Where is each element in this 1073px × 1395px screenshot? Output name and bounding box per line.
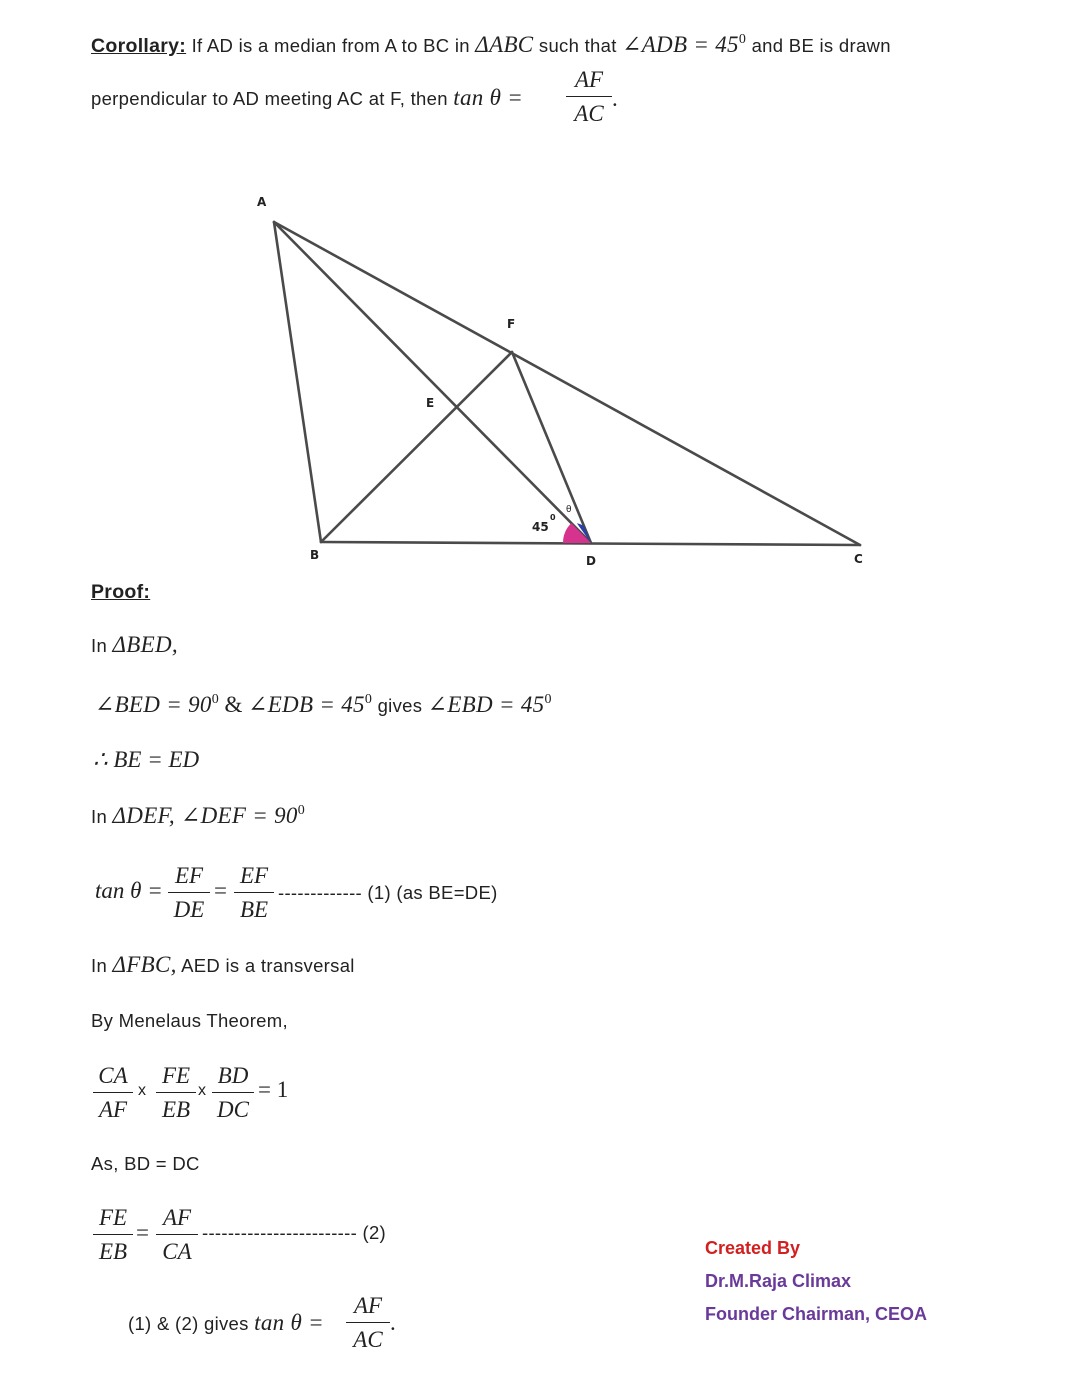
step8-f2-bar	[156, 1092, 196, 1093]
fraction-numerator: AF	[574, 67, 604, 92]
proof-step-6	[91, 952, 355, 978]
step8-f2-den: EB	[161, 1097, 191, 1122]
step11-tan: tan θ =	[254, 1310, 324, 1335]
proof-step-3: ∴ BE = ED	[93, 747, 200, 772]
corollary-text-b: such that	[538, 35, 617, 56]
proof-heading-text: Proof:	[91, 581, 151, 603]
step11-text: (1) & (2) gives	[128, 1313, 249, 1334]
step10-f2-bar	[156, 1234, 198, 1235]
step5-equals: =	[214, 878, 227, 903]
credit-title: Founder Chairman, CEOA	[705, 1304, 928, 1324]
proof-step-1	[91, 632, 178, 658]
step4-math: ΔDEF, ∠DEF = 90	[112, 803, 298, 828]
step11-num: AF	[353, 1293, 383, 1318]
proof-step-11	[128, 1310, 324, 1336]
step5-tail: ------------- (1) (as BE=DE)	[278, 882, 498, 903]
step8-times-2: x	[198, 1082, 207, 1099]
side-ac	[274, 222, 860, 545]
step5-f1-num: EF	[174, 863, 204, 888]
step2-angle-edb: ∠EDB = 45	[248, 692, 365, 717]
step8-f3-num: BD	[217, 1063, 249, 1088]
corollary-angle-degree: 0	[738, 32, 747, 47]
step8-f1-bar	[93, 1092, 133, 1093]
segment-bf	[321, 352, 512, 542]
step10-f1-bar	[93, 1234, 133, 1235]
step8-f3-den: DC	[217, 1097, 249, 1122]
step5-f1-den: DE	[173, 897, 205, 922]
step8-times-1: x	[138, 1082, 147, 1099]
step8-f2-num: FE	[161, 1063, 191, 1088]
step1-math: ΔBED,	[112, 632, 178, 657]
step10-fraction-1	[93, 1204, 133, 1266]
corollary-tan-theta: tan θ =	[453, 85, 524, 110]
corollary-line-2	[91, 85, 523, 111]
proof-step-7: By Menelaus Theorem,	[91, 1010, 288, 1031]
corollary-text-a: If AD is a median from A to BC in	[191, 35, 470, 56]
step2-deg-c: 0	[544, 692, 552, 707]
step2-angle-ebd: ∠EBD = 45	[427, 692, 545, 717]
step8-fraction-3	[212, 1062, 254, 1124]
proof-step-9: As, BD = DC	[91, 1153, 200, 1174]
fraction-denominator: AC	[574, 101, 604, 126]
median-ad	[274, 222, 591, 543]
step11-bar	[346, 1322, 390, 1323]
step10-equals: =	[136, 1220, 149, 1245]
step10-f1-den: EB	[98, 1239, 128, 1264]
step10-f2-den: CA	[162, 1239, 192, 1264]
step2-deg-b: 0	[364, 692, 373, 707]
label-d: D	[586, 554, 596, 568]
label-angle-45: 45	[532, 520, 549, 534]
step2-deg-a: 0	[211, 692, 220, 707]
corollary-period: .	[612, 86, 618, 111]
label-c: C	[854, 552, 863, 566]
corollary-fraction	[566, 66, 612, 128]
corollary-angle: ∠ADB = 45	[622, 32, 739, 57]
corollary-line-1	[91, 32, 891, 58]
label-e: E	[426, 396, 435, 410]
triangle-figure	[250, 190, 880, 580]
proof-step-4	[91, 803, 305, 829]
corollary-text-c: and BE is drawn	[751, 35, 891, 56]
label-angle-theta: θ	[566, 505, 572, 515]
step5-f2-num: EF	[239, 863, 269, 888]
step11-den: AC	[353, 1327, 383, 1352]
step4-deg: 0	[297, 803, 306, 818]
step10-f2-num: AF	[162, 1205, 192, 1230]
step4-text: In	[91, 806, 108, 827]
step8-f3-bar	[212, 1092, 254, 1093]
proof-heading	[91, 581, 150, 604]
step8-f1-den: AF	[98, 1097, 128, 1122]
step8-fraction-1	[93, 1062, 133, 1124]
step10-tail: ------------------------ (2)	[202, 1222, 387, 1243]
step6-text-a: In	[91, 955, 108, 976]
corollary-line2-text: perpendicular to AD meeting AC at F, then	[91, 88, 448, 109]
step1-text: In	[91, 635, 108, 656]
label-b: B	[310, 548, 320, 562]
step5-fraction-2	[234, 862, 274, 924]
step5-f2-bar	[234, 892, 274, 893]
label-angle-45-degree: 0	[550, 513, 556, 522]
step2-gives: gives	[377, 695, 423, 716]
credit-created-by: Created By	[705, 1238, 801, 1258]
step5-f2-den: BE	[239, 897, 269, 922]
proof-step-2	[95, 692, 552, 718]
step2-angle-bed: ∠BED = 90	[95, 692, 212, 717]
step11-fraction	[346, 1292, 390, 1354]
step8-f1-num: CA	[98, 1063, 128, 1088]
step6-text-b: AED is a transversal	[181, 955, 355, 976]
step6-math: ΔFBC,	[112, 952, 177, 977]
step11-period: .	[390, 1310, 396, 1335]
step2-ampersand: &	[224, 692, 243, 717]
step5-fraction-1	[168, 862, 210, 924]
step5-tan: tan θ =	[95, 878, 163, 903]
label-f: F	[507, 317, 516, 331]
step10-fraction-2	[156, 1204, 198, 1266]
step10-f1-num: FE	[98, 1205, 128, 1230]
label-a: A	[257, 195, 267, 209]
corollary-heading: Corollary:	[91, 35, 187, 57]
fraction-bar	[566, 96, 612, 97]
step5-f1-bar	[168, 892, 210, 893]
corollary-triangle: ΔABC	[475, 32, 534, 57]
step8-tail: = 1	[258, 1077, 289, 1102]
credit-author: Dr.M.Raja Climax	[705, 1271, 852, 1291]
side-ab	[274, 222, 321, 542]
step8-fraction-2	[156, 1062, 196, 1124]
